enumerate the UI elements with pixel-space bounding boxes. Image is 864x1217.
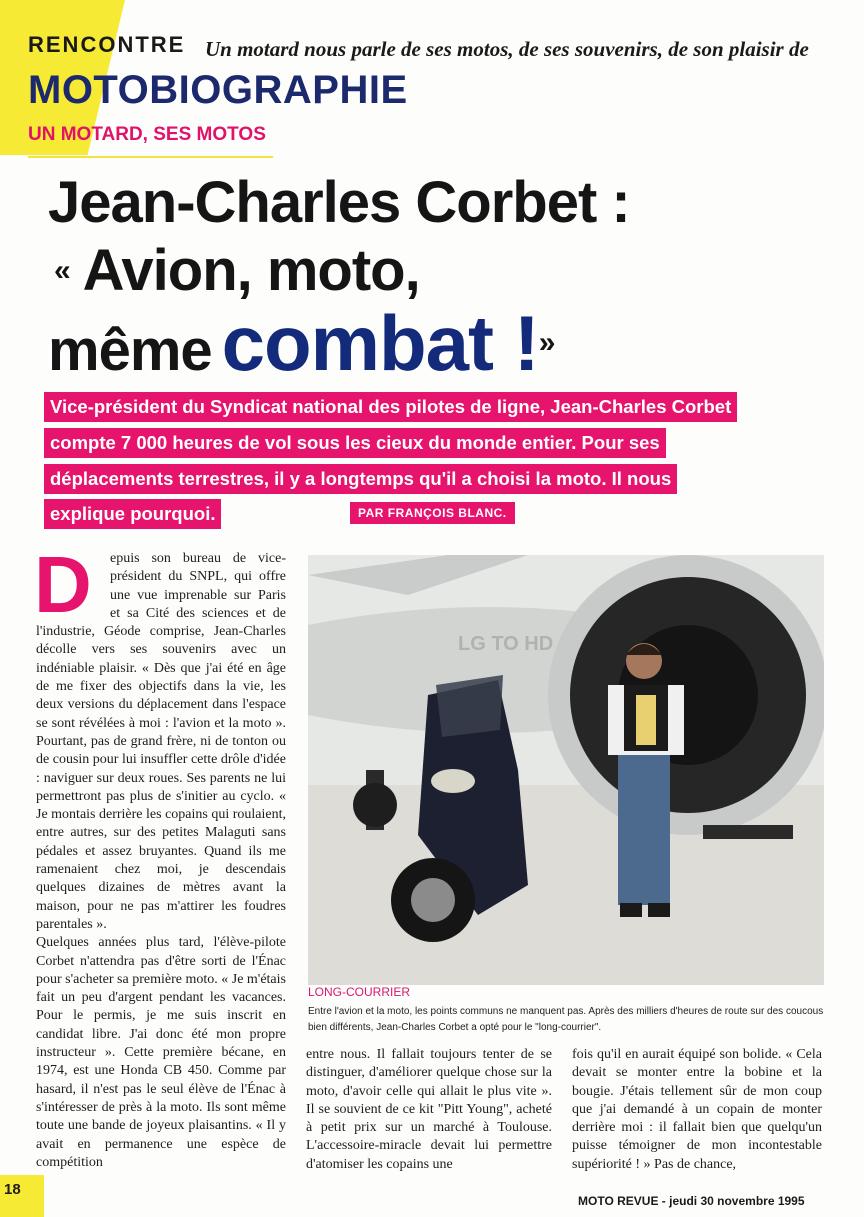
rubric-subtitle: Un motard nous parle de ses motos, de ses souvenirs, de son plaisir de [205, 37, 809, 61]
photo-illustration [308, 555, 824, 985]
section-title: MOTOBIOGRAPHIE [28, 68, 408, 112]
quote-close: » [538, 326, 555, 359]
chapo-line-1: Vice-président du Syndicat national des pilotes de ligne, Jean-Charles Corbet [44, 392, 737, 422]
publication-footer: MOTO REVUE - jeudi 30 novembre 1995 [578, 1194, 805, 1208]
byline: PAR FRANÇOIS BLANC. [350, 502, 515, 524]
article-column-3 [572, 1046, 822, 1174]
chapo-line-4: explique pourquoi. [44, 499, 221, 529]
drop-cap: D [34, 540, 92, 629]
article-photo [308, 555, 824, 985]
caption-title: LONG-COURRIER [308, 985, 411, 999]
headline-line-3 [48, 299, 828, 390]
page-number: 18 [0, 1175, 44, 1217]
photo-watermark: LG TO HD [458, 633, 554, 655]
headline-line-1: Jean-Charles Corbet : [48, 170, 630, 235]
article-column-1 [34, 540, 286, 1172]
headline-line-2-text: Avion, moto, [82, 238, 420, 303]
quote-open: « [54, 254, 70, 287]
section-subtitle: UN MOTARD, SES MOTOS [28, 124, 266, 145]
article-paragraph-2: Quelques années plus tard, l'élève-pilote Corbet n'attendra pas d'être sorti de l'Énac pour s'acheter sa première moto. « Je m'étais fait un peu d'argent pendant les vacances. Pour le permis, je me suis inscrit en candidat libre. J'ai donc été mon propre instructeur ». Cette première bécane, en 1974, est une Honda CB 450. Comme par hasard, il n'est pas le seul élève de l'Énac à s'intéresser de près à la moto. Ils sont même toute une bande de joyeux plaisantins. « Il y avait en permanence une espèce de compétition [36, 935, 286, 1170]
article-paragraph-1 [34, 540, 286, 934]
headline-combat: combat ! [221, 299, 539, 387]
paragraph-1-text: epuis son bureau de vice-président du SNPL, qui offre une vue imprenable sur Paris et sa Cité des sciences et de l'industrie, Géode comprise, Jean-Charles décolle vers ses souvenirs avec un indéniable plaisir. « Dès que j'ai été en âge de me fixer des objectifs dans la vie, les deux versions du déplacement dans l'espace se sont révélées à moi : l'avion et la moto ». Pourtant, pas de grand frère, ni de tonton ou de cousin pour lui insuffler cette drôle d'idée : naviguer sur deux roues. Ses parents ne lui permettront pas plus de s'initier au cyclo. « Je montais derrière les copains qui roulaient, entre autres, sur des petites Malaguti sans pédales et assez bruyantes. Quand ils me ramenaient chez moi, je descendais quelques dizaines de mètres avant la maison, pour ne pas m'attirer les foudres parentales ». [36, 551, 286, 932]
rubric-label: RENCONTRE [28, 32, 186, 57]
headline-line-2 [48, 238, 828, 304]
caption-text: Entre l'avion et la moto, les points communs ne manquent pas. Après des milliers d'heures de route sur des coucous bien différents, Jean-Charles Corbet a opté pour le "long-courrier". [308, 1006, 824, 1033]
headline [48, 168, 828, 390]
yellow-rule [28, 156, 273, 158]
article-column-2 [306, 1046, 552, 1174]
column-3-text: fois qu'il en aurait équipé son bolide. « Cela devait se monter entre la bobine et la bougie. J'étais tellement sûr de mon coup que j'ai demandé à un copain de monter derrière moi : il fallait bien que quelqu'un puisse témoigner de mon incontestable supériorité ! » Pas de chance, [572, 1047, 822, 1172]
column-2-text: entre nous. Il fallait toujours tenter de se distinguer, d'améliorer quelque chose sur la moto, d'avoir celle qui allait le plus vite ». Il se souvient de ce kit "Pitt Young", acheté à petit prix sur un marché à Toulouse. L'accessoire-miracle devait lui permettre d'atomiser les copains une [306, 1047, 552, 1172]
headline-line-3-a: même [48, 318, 212, 383]
chapo-line-2: compte 7 000 heures de vol sous les cieux du monde entier. Pour ses [44, 428, 666, 458]
chapo-line-3: déplacements terrestres, il y a longtemps qu'il a choisi la moto. Il nous [44, 464, 677, 494]
